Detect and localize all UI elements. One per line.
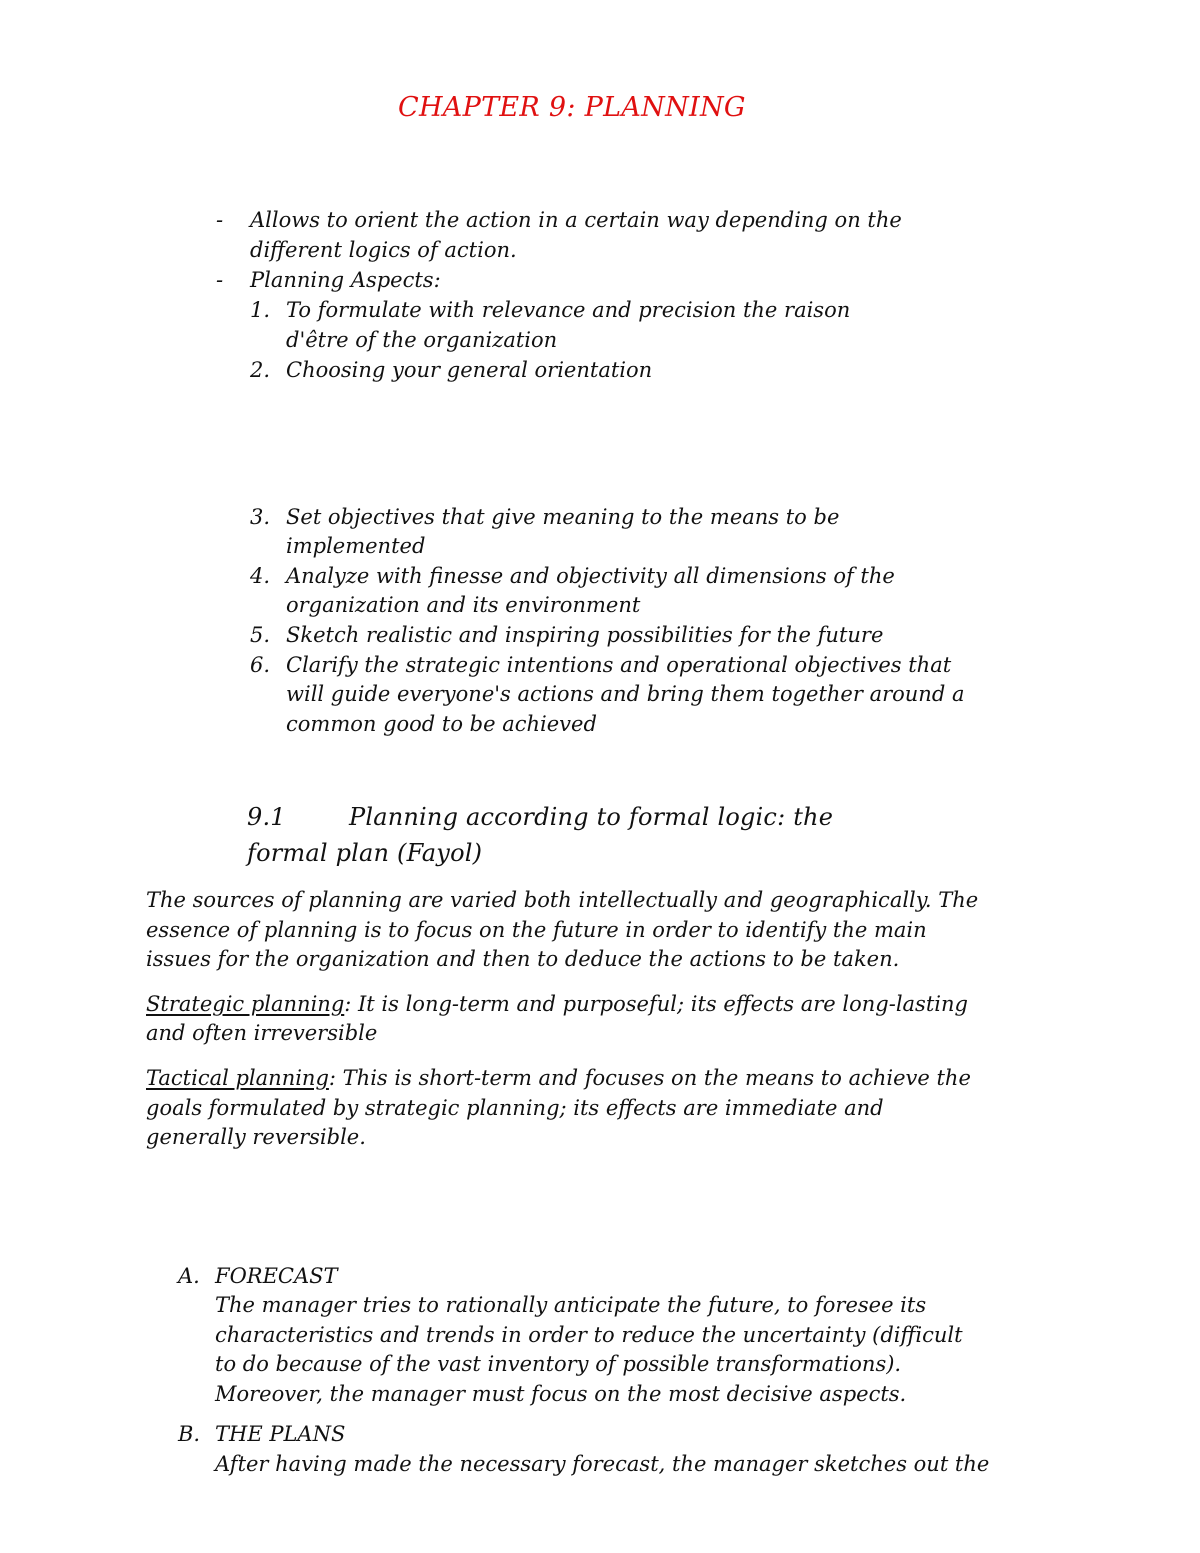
numbered-item-line: d'être of the organization [286, 328, 558, 352]
numbered-item-line: Set objectives that give meaning to the means to be [286, 505, 840, 529]
numbered-item-line: Sketch realistic and inspiring possibilities for the future [286, 623, 884, 647]
section-title: Planning according to formal logic: the [349, 803, 834, 831]
tactical-planning-line [146, 1063, 971, 1093]
paragraph-line: essence of planning is to focus on the future in order to identify the main [146, 918, 927, 942]
numbered-marker: 2. [250, 358, 271, 382]
paragraph-line: issues for the organization and then to deduce the actions to be taken. [146, 947, 900, 971]
numbered-item-line: common good to be achieved [286, 712, 597, 736]
lettered-marker: B. [178, 1422, 201, 1446]
list-item-line: Planning Aspects: [250, 268, 441, 292]
numbered-item-line: will guide everyone's actions and bring them together around a [286, 682, 965, 706]
numbered-item-line: implemented [286, 534, 426, 558]
lettered-heading: THE PLANS [215, 1422, 346, 1446]
paragraph-line: The sources of planning are varied both intellectually and geographically. The [146, 888, 979, 912]
numbered-marker: 3. [250, 505, 271, 529]
lettered-item-line: The manager tries to rationally anticipate the future, to foresee its [215, 1293, 927, 1317]
list-marker: - [216, 268, 224, 292]
chapter-title: CHAPTER 9: PLANNING [398, 92, 746, 123]
lettered-marker: A. [178, 1264, 200, 1288]
list-marker: - [216, 208, 224, 232]
numbered-marker: 1. [250, 298, 271, 322]
strategic-planning-term: Strategic planning [146, 992, 345, 1016]
tactical-planning-term: Tactical planning [146, 1066, 329, 1090]
paragraph-line: goals formulated by strategic planning; its effects are immediate and [146, 1096, 884, 1120]
numbered-item-line: organization and its environment [286, 593, 641, 617]
lettered-heading: FORECAST [215, 1264, 338, 1288]
numbered-item-line: To formulate with relevance and precision the raison [286, 298, 851, 322]
section-number: 9.1 [247, 803, 286, 831]
numbered-item-line: Choosing your general orientation [286, 358, 653, 382]
lettered-item-line: After having made the necessary forecast, the manager sketches out the [215, 1452, 990, 1476]
lettered-item-line: Moreover, the manager must focus on the most decisive aspects. [215, 1382, 907, 1406]
list-item-line: Allows to orient the action in a certain way depending on the [250, 208, 902, 232]
lettered-item-line: characteristics and trends in order to reduce the uncertainty (difficult [215, 1323, 963, 1347]
numbered-marker: 5. [250, 623, 271, 647]
paragraph-line: and often irreversible [146, 1021, 378, 1045]
strategic-planning-line [146, 989, 968, 1019]
numbered-item-line: Clarify the strategic intentions and operational objectives that [286, 653, 952, 677]
section-title: formal plan (Fayol) [247, 839, 483, 867]
tactical-planning-definition: : This is short-term and focuses on the means to achieve the [328, 1066, 971, 1090]
list-item-line: different logics of action. [250, 238, 517, 262]
strategic-planning-definition: : It is long-term and purposeful; its effects are long-lasting [344, 992, 968, 1016]
numbered-marker: 6. [250, 653, 271, 677]
numbered-item-line: Analyze with finesse and objectivity all dimensions of the [286, 564, 895, 588]
lettered-item-line: to do because of the vast inventory of possible transformations). [215, 1352, 902, 1376]
paragraph-line: generally reversible. [146, 1125, 366, 1149]
numbered-marker: 4. [250, 564, 271, 588]
